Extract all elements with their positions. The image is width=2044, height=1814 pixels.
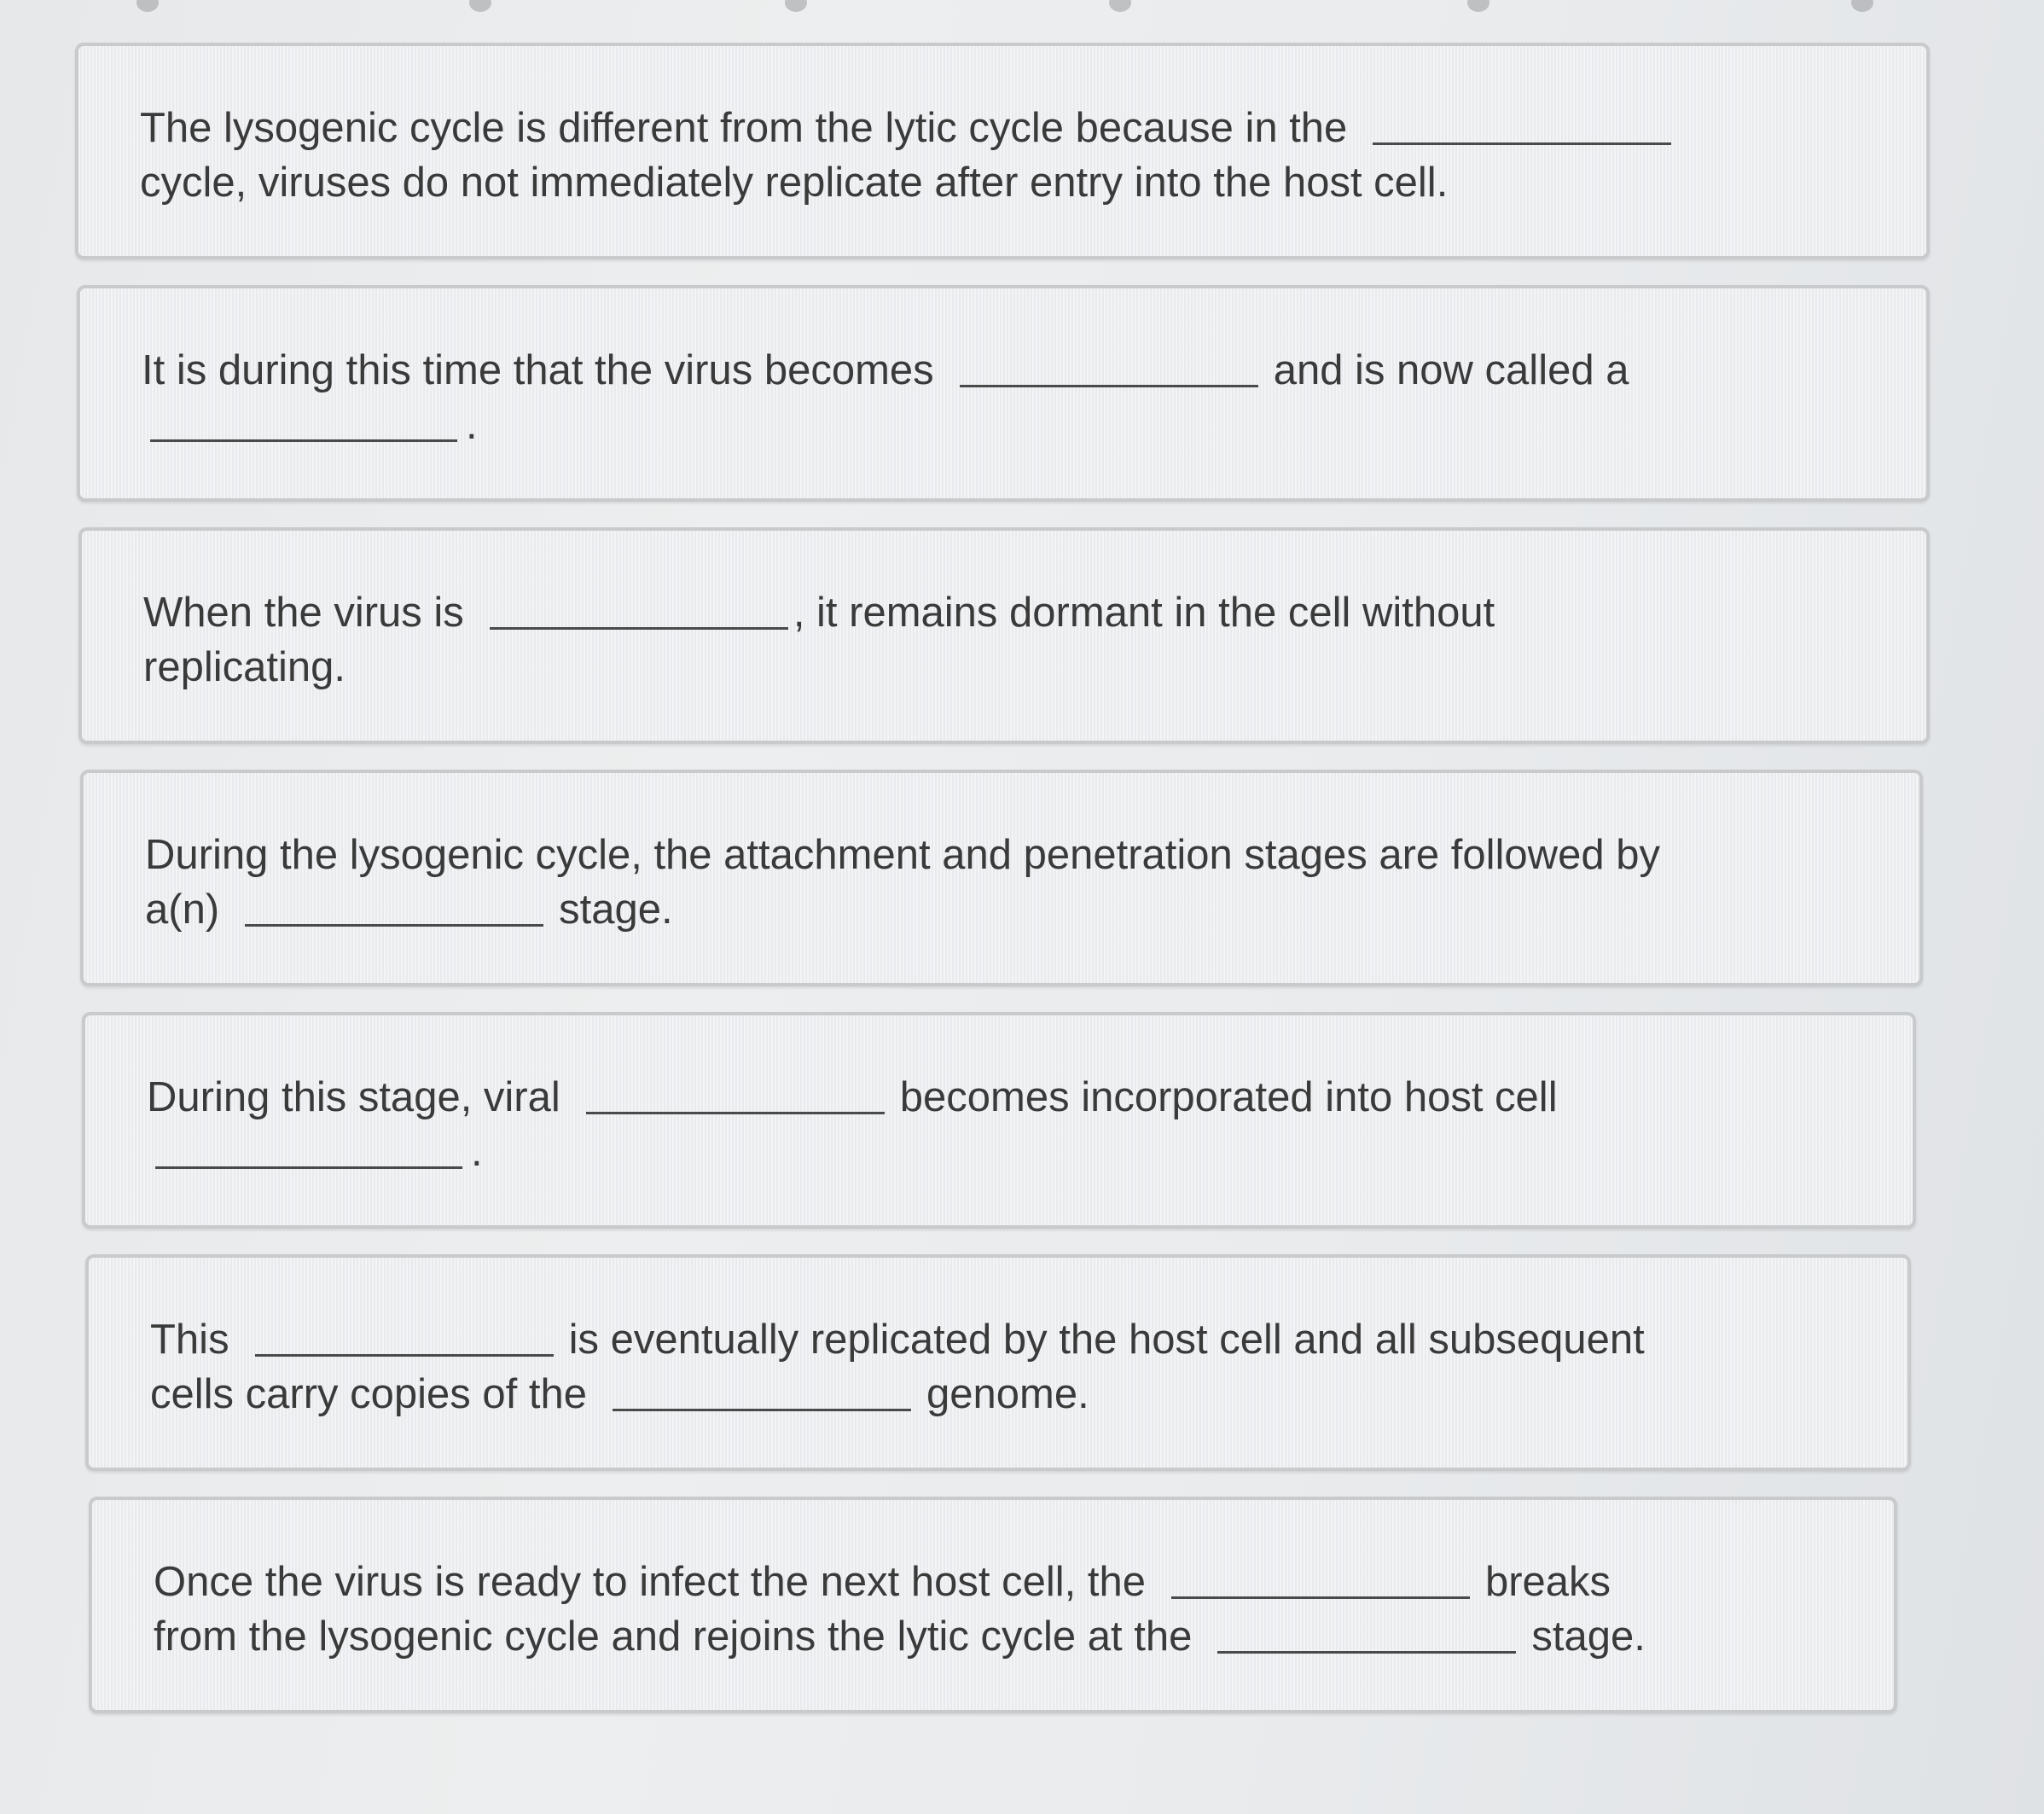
fill-in-the-blank-list <box>75 43 1930 1739</box>
sentence-card-7 <box>89 1497 1897 1713</box>
sentence-line <box>147 1070 1844 1125</box>
answer-drop-target[interactable] <box>490 593 788 630</box>
sentence-text: During this stage, viral <box>147 1074 560 1120</box>
sentence-line <box>142 398 1858 452</box>
sentence-text: , it remains dormant in the cell without <box>793 590 1495 636</box>
sentence-text: from the lysogenic cycle and rejoins the lytic cycle at the <box>154 1613 1193 1660</box>
answer-drop-target[interactable] <box>1171 1562 1470 1599</box>
sentence-text: a(n) <box>145 887 220 933</box>
answer-drop-target[interactable] <box>255 1320 554 1357</box>
sentence-text: cells carry copies of the <box>150 1371 587 1417</box>
sentence-text: . <box>471 1129 483 1175</box>
sentence-1 <box>140 101 1858 210</box>
sentence-text: During the lysogenic cycle, the attachment and penetration stages are followed by <box>145 832 1660 878</box>
sentence-line <box>140 155 1858 210</box>
sentence-text: genome. <box>926 1371 1089 1417</box>
sentence-text: The lysogenic cycle is different from the lytic cycle because in the <box>140 105 1348 151</box>
sentence-2 <box>142 343 1858 452</box>
sentence-text: stage. <box>1531 1613 1646 1660</box>
sentence-line <box>147 1125 1844 1179</box>
sentence-card-4 <box>80 770 1923 986</box>
answer-drop-target[interactable] <box>613 1375 911 1411</box>
answer-drop-target[interactable] <box>586 1078 885 1114</box>
answer-drop-target[interactable] <box>1373 108 1671 145</box>
sentence-text: replicating. <box>143 644 346 690</box>
sentence-line <box>145 828 1851 882</box>
top-cutoff-text <box>102 0 2044 12</box>
cutoff-glyph <box>1851 0 1873 12</box>
sentence-line <box>142 343 1858 398</box>
sentence-text: It is during this time that the virus becomes <box>142 347 934 393</box>
sentence-text: stage. <box>559 887 673 933</box>
sentence-line <box>143 585 1858 640</box>
answer-drop-target[interactable] <box>1217 1617 1516 1654</box>
sentence-card-6 <box>85 1254 1911 1471</box>
sentence-card-2 <box>77 285 1930 502</box>
sentence-3 <box>143 585 1858 695</box>
answer-drop-target[interactable] <box>150 405 457 442</box>
sentence-line <box>154 1555 1826 1609</box>
sentence-line <box>143 640 1858 695</box>
sentence-6 <box>150 1312 1839 1422</box>
sentence-line <box>145 882 1851 937</box>
sentence-text: Once the virus is ready to infect the next host cell, the <box>154 1559 1146 1605</box>
sentence-text: This <box>150 1317 229 1363</box>
sentence-text: cycle, viruses do not immediately replicate after entry into the host cell. <box>140 160 1449 206</box>
cutoff-glyph <box>1467 0 1489 12</box>
sentence-text: . <box>466 402 478 448</box>
cutoff-glyph <box>1109 0 1131 12</box>
cutoff-glyph <box>469 0 491 12</box>
sentence-card-5 <box>82 1012 1916 1229</box>
sentence-text: When the virus is <box>143 590 464 636</box>
answer-drop-target[interactable] <box>245 890 543 927</box>
sentence-text: is eventually replicated by the host cell and all subsequent <box>568 1317 1645 1363</box>
sentence-card-1 <box>75 43 1930 259</box>
sentence-text: breaks <box>1484 1559 1611 1605</box>
sentence-line <box>150 1312 1839 1367</box>
sentence-4 <box>145 828 1851 937</box>
sentence-text: becomes incorporated into host cell <box>899 1074 1558 1120</box>
sentence-line <box>140 101 1858 155</box>
sentence-7 <box>154 1555 1826 1664</box>
cutoff-glyph <box>785 0 807 12</box>
sentence-text: and is now called a <box>1273 347 1629 393</box>
sentence-line <box>150 1367 1839 1422</box>
answer-drop-target[interactable] <box>155 1132 462 1169</box>
sentence-5 <box>147 1070 1844 1179</box>
answer-drop-target[interactable] <box>960 351 1258 387</box>
sentence-line <box>154 1609 1826 1664</box>
sentence-card-3 <box>78 527 1930 744</box>
cutoff-glyph <box>136 0 159 12</box>
